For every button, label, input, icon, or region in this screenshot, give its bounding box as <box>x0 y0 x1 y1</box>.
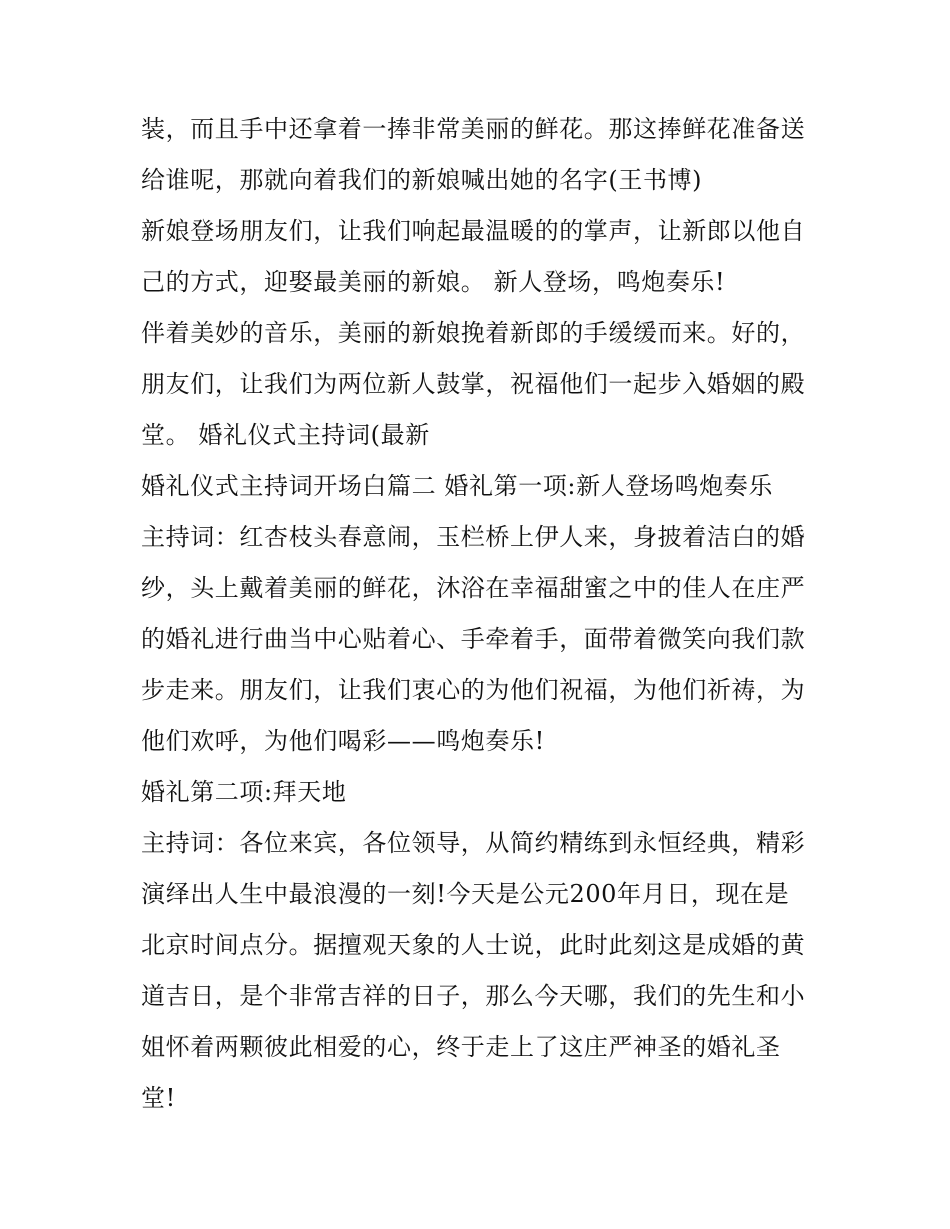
text-line: 主持词：红杏枝头春意闹，玉栏桥上伊人来，身披着洁白的婚 <box>141 523 806 551</box>
text-line: 他们欢呼，为他们喝彩——鸣炮奏乐! <box>141 727 545 755</box>
text-line: 给谁呢，那就向着我们的新娘喊出她的名字(王书博) <box>141 166 703 194</box>
text-line: 朋友们，让我们为两位新人鼓掌，祝福他们一起步入婚姻的殿 <box>141 370 806 398</box>
text-line: 纱，头上戴着美丽的鲜花，沐浴在幸福甜蜜之中的佳人在庄严 <box>141 574 806 602</box>
text-line: 的婚礼进行曲当中心贴着心、手牵着手，面带着微笑向我们款 <box>141 625 806 653</box>
text-line: 姐怀着两颗彼此相爱的心，终于走上了这庄严神圣的婚礼圣 <box>141 1033 781 1061</box>
text-line: 堂。 婚礼仪式主持词(最新 <box>141 421 430 449</box>
text-line: 新娘登场朋友们，让我们响起最温暖的的掌声，让新郎以他自 <box>141 217 806 245</box>
text-line: 婚礼仪式主持词开场白篇二 婚礼第一项:新人登场鸣炮奏乐 <box>141 472 773 500</box>
text-line: 伴着美妙的音乐，美丽的新娘挽着新郎的手缓缓而来。好的， <box>141 319 806 347</box>
text-line: 己的方式，迎娶最美丽的新娘。 新人登场，鸣炮奏乐! <box>141 268 726 296</box>
text-line: 步走来。朋友们，让我们衷心的为他们祝福，为他们祈祷，为 <box>141 676 806 704</box>
text-line: 演绎出人生中最浪漫的一刻!今天是公元200年月日，现在是 <box>141 880 790 908</box>
document-body-text <box>141 104 822 1124</box>
text-line: 堂! <box>141 1084 176 1112</box>
text-line: 婚礼第二项:拜天地 <box>141 778 347 806</box>
text-line: 道吉日，是个非常吉祥的日子，那么今天哪，我们的先生和小 <box>141 982 806 1010</box>
text-line: 装，而且手中还拿着一捧非常美丽的鲜花。那这捧鲜花准备送 <box>141 115 806 143</box>
text-line: 主持词：各位来宾，各位领导，从简约精练到永恒经典，精彩 <box>141 829 806 857</box>
text-line: 北京时间点分。据擅观天象的人士说，此时此刻这是成婚的黄 <box>141 931 806 959</box>
